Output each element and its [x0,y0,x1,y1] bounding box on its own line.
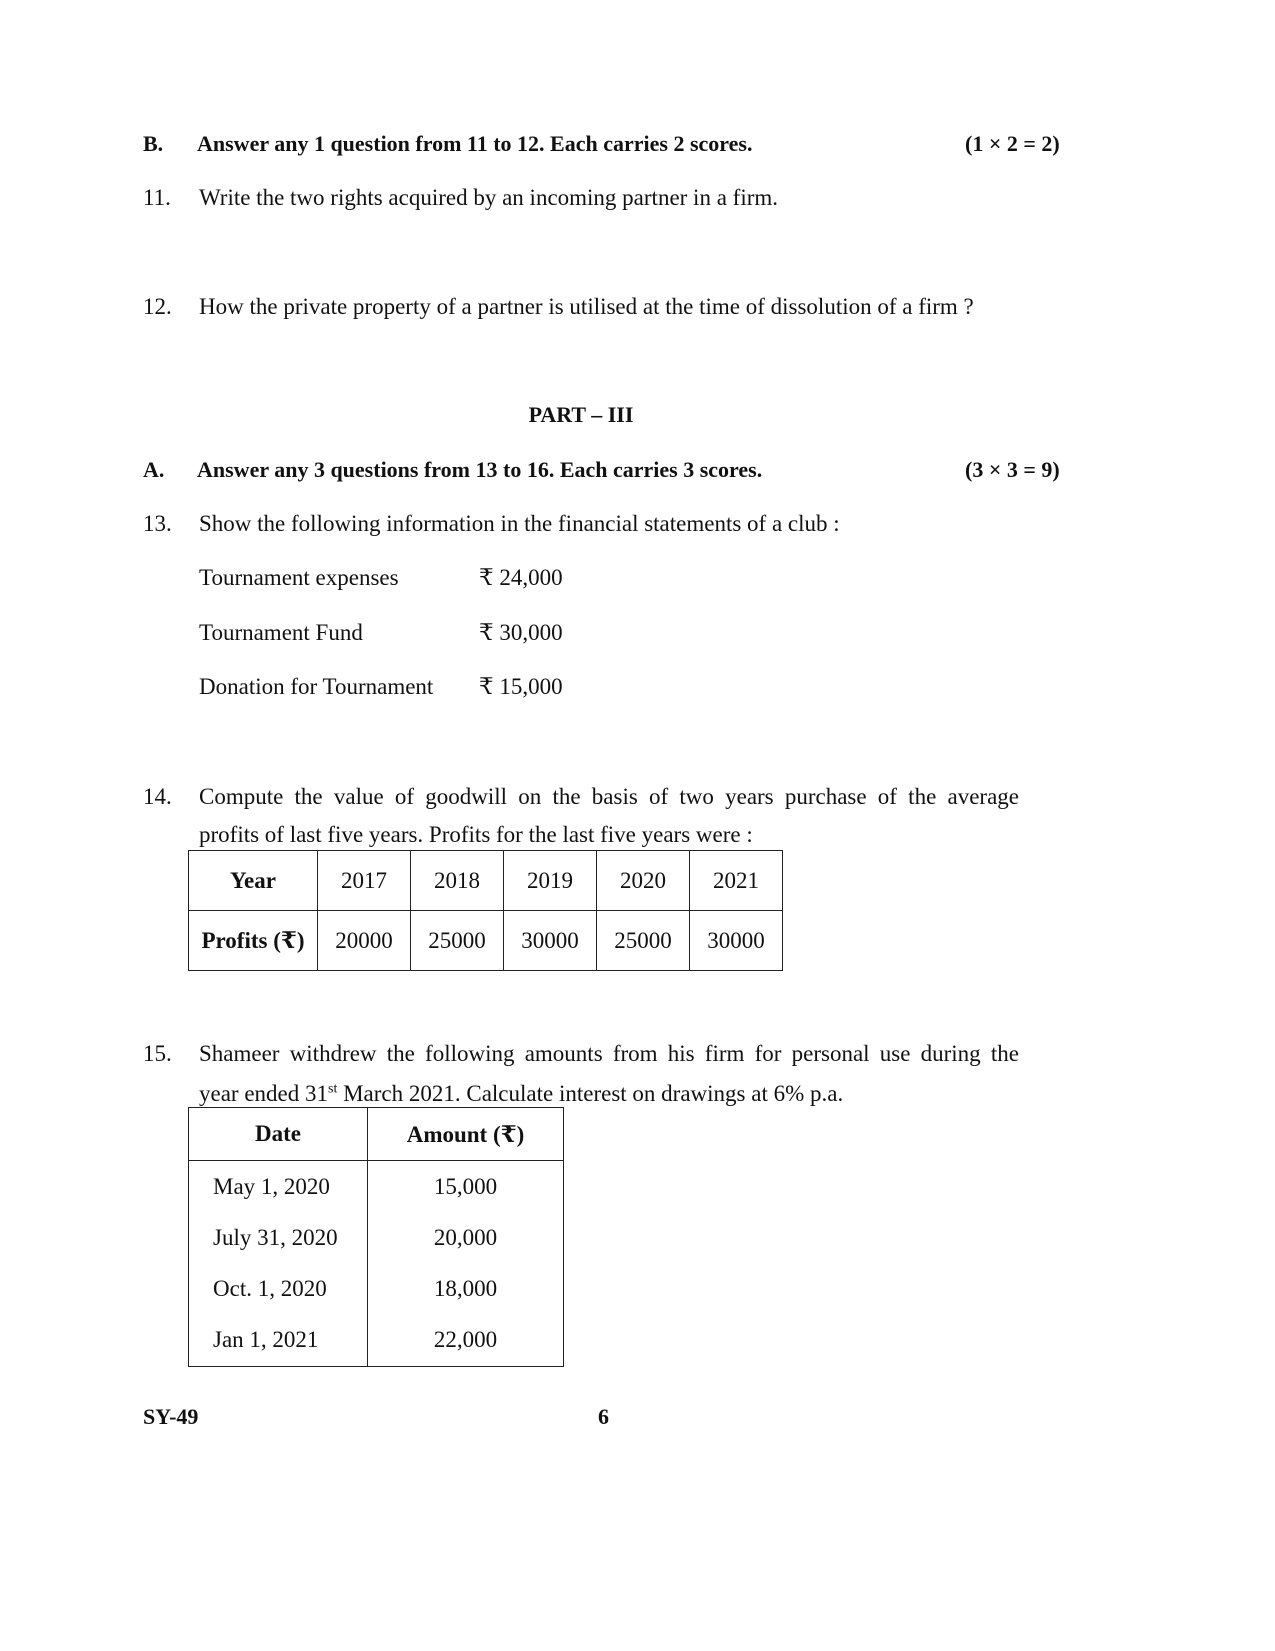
question-12-number: 12. [143,294,172,319]
q15-line2-pre: year ended 31 [199,1081,328,1106]
table-cell: 30000 [690,911,783,971]
question-14-text-line2: profits of last five years. Profits for the last five years were : [199,822,753,847]
section-b-instruction: Answer any 1 question from 11 to 12. Each carries 2 scores. [197,131,753,156]
table-cell: 25000 [597,911,690,971]
table-cell: 30000 [504,911,597,971]
q13-item-amount: ₹ 24,000 [479,565,563,590]
question-13-number: 13. [143,511,172,536]
table-cell-amount: 15,000 [433,1173,498,1199]
q13-item-label: Tournament expenses [199,565,399,590]
table-cell: 2018 [411,851,504,911]
table-cell-amount: 18,000 [433,1276,498,1301]
table-row [189,911,783,971]
question-14-number: 14. [143,784,172,809]
question-15-number: 15. [143,1041,172,1066]
table-row [189,1315,564,1367]
question-12-text: How the private property of a partner is utilised at the time of dissolution of a firm ? [199,294,974,319]
table-cell: 2021 [690,851,783,911]
section-a-instruction: Answer any 3 questions from 13 to 16. Each carries 3 scores. [197,457,763,482]
table-cell-date: July 31, 2020 [189,1213,368,1264]
q15-line2-sup: st [328,1081,338,1097]
table-row [189,1213,564,1264]
table-cell: 2019 [504,851,597,911]
table-header-date: Date [189,1108,368,1161]
question-11-number: 11. [143,185,171,210]
table-row [189,1161,564,1213]
q13-item-amount: ₹ 15,000 [479,674,563,699]
question-15-text-line2 [199,1081,843,1107]
table-cell-amount: 20,000 [433,1225,498,1250]
section-a-letter: A. [143,457,165,482]
table-header-profits: Profits (₹) [189,911,318,971]
table-header-amount: Amount (₹) [368,1108,564,1161]
q13-item-label: Donation for Tournament [199,674,434,699]
table-cell-amount: 22,000 [433,1327,498,1353]
drawings-table [188,1107,564,1367]
table-cell-date: Jan 1, 2021 [189,1315,368,1367]
table-row [189,1108,564,1161]
table-header-year: Year [189,851,318,911]
section-b-marks: (1 × 2 = 2) [965,131,1060,156]
question-11-text: Write the two rights acquired by an incoming partner in a firm. [199,185,779,210]
section-b-letter: B. [143,131,164,156]
profits-table [188,850,783,971]
table-cell-date: Oct. 1, 2020 [189,1264,368,1315]
table-row [189,851,783,911]
footer-code: SY-49 [143,1404,199,1429]
q13-item-label: Tournament Fund [199,620,363,645]
table-cell: 25000 [411,911,504,971]
table-cell: 20000 [318,911,411,971]
question-14-text-line1: Compute the value of goodwill on the basis of two years purchase of the average [199,784,1019,809]
table-cell: 2020 [597,851,690,911]
table-cell-date: May 1, 2020 [189,1161,368,1213]
question-13-text: Show the following information in the financial statements of a club : [199,511,840,536]
question-15-text-line1: Shameer withdrew the following amounts from his firm for personal use during the [199,1041,1019,1066]
table-cell: 2017 [318,851,411,911]
section-a-marks: (3 × 3 = 9) [965,457,1060,482]
table-row [189,1264,564,1315]
part-heading: PART – III [528,402,634,427]
page-number: 6 [598,1404,609,1429]
q15-line2-post: March 2021. Calculate interest on drawings at 6% p.a. [337,1081,844,1106]
q13-item-amount: ₹ 30,000 [479,620,563,645]
